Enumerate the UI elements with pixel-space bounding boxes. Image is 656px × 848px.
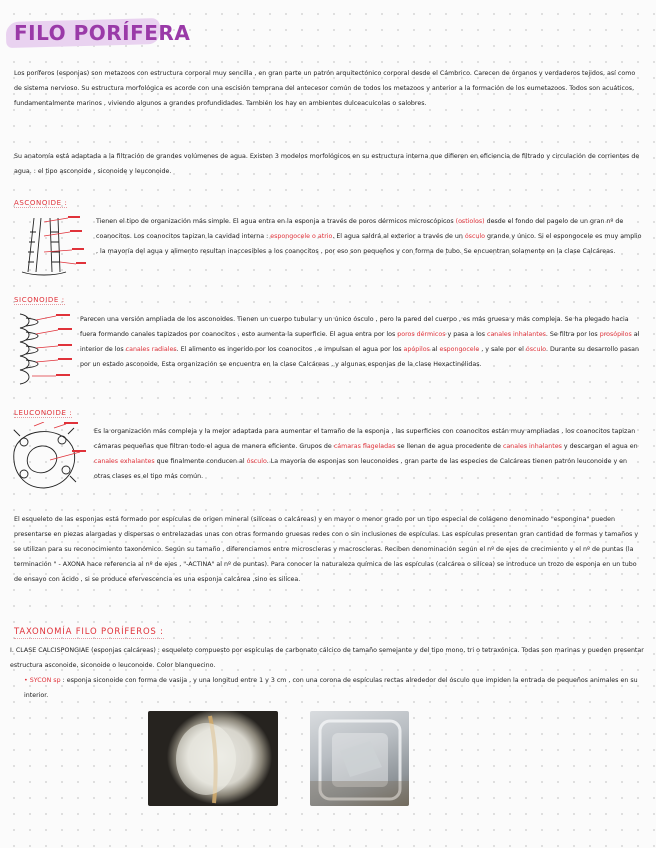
title-block: [6, 18, 190, 48]
leuconoide-label: LEUCONOIDE :: [14, 409, 73, 417]
siconoide-sketch: [12, 310, 78, 386]
taxonomia-heading: TAXONOMÍA FILO PORÍFEROS :: [14, 627, 164, 637]
siconoide-label: SICONOIDE :: [14, 296, 65, 304]
intro-paragraph-2: Su anatomía está adaptada a la filtración de grandes volúmenes de agua. Existen 3 modelos morfológicos en su estructura interna que difieren en eficiencia de filtrado y circulación de corrientes de agua. : el tipo asconoide , siconoide y leuconoide.: [14, 153, 642, 175]
asconoide-sketch: [14, 212, 90, 278]
siconoide-text: Parecen una versión ampliada de los asconoides. Tienen un cuerpo tubular y un único ósculo , pero la pared del cuerpo , es más gruesa y más compleja. Se ha plegado hacia fuera formando canales tapizados por coanocitos , esto aumenta la superficie. El agua entra por los poros dérmicos y pasa a los canales inhalantes. Se filtra por los prosópilos al interior de los canales radiales. El alimento es ingerido por los coanocitos , e impulsan el agua por los apópilos al espongocele , y sale por el ósculo. Durante su desarrollo pasan por un estado asconoide. Esta organización se encuentra en la clase Calcáreas , y algunas esponjas de la clase Hexactinélidas.: [80, 316, 642, 368]
photo-sycon-specimen: [148, 711, 278, 806]
page-title: FILO PORÍFERA: [14, 21, 191, 45]
sponge-jar-detail: [310, 711, 409, 806]
asconoide-text: Tienen el tipo de organización más simple. El agua entra en la esponja a través de poros dérmicos microscópicos (ostiolos) desde el fondo del pagelo de un gran nº de coanocitos. Los coanocitos tapizan la cavidad interna : espongocele o atrio. El agua saldrá al exterior a través de un ósculo grande y único. Si el espongocele es muy amplio , la mayoría del agua y alimento resultan inaccesibles a los coanocitos , por eso son pequeños y con forma de tubo. Se encuentran solamente en la clase Calcáreas.: [96, 218, 644, 255]
taxonomia-class-1: I. CLASE CALCISPONGIAE (esponjas calcáreas) : esqueleto compuesto por espículas de carbonato cálcico de tamaño semejante y del tipo mono, tri o tetraxónica. Todas son marinas y pueden presentar estructura asconoide, siconoide o leuconoide. Color blanquecino.: [10, 647, 646, 669]
intro-paragraph-1: Los poríferos (esponjas) son metazoos con estructura corporal muy sencilla , en gran parte un patrón arquitectónico corporal desde el Cámbrico. Carecen de órganos y verdaderos tejidos, así como de sistema nervioso. Su estructura morfológica es acorde con una escisión temprana del antecesor común de todos los metazoos y anterior a la formación de los eumetazoos. Todos son acuáticos, fundamentalmente marinos , viviendo algunos a grandes profundidades. También los hay en ambientes dulceacuícolas o salobres.: [14, 70, 638, 107]
leuconoide-sketch: [10, 422, 90, 492]
taxonomia-sycon-item: • SYCON sp : esponja siconoide con forma de vasija , y una longitud entre 1 y 3 cm , con una corona de espículas rectas alrededor del ósculo que impiden la entrada de pequeños animales en su interior.: [24, 677, 640, 699]
asconoide-label: ASCONOIDE :: [14, 199, 68, 207]
leuconoide-text: Es la organización más compleja y la mejor adaptada para aumentar el tamaño de la esponja , las superficies con coanocitos están muy ampliadas , los coanocitos tapizan cámaras pequeñas que filtran todo el agua de manera eficiente. Grupos de cámaras flageladas se llenan de agua procedente de canales inhalantes y descargan el agua en canales exhalantes que finalmente conducen al ósculo. La mayoría de esponjas son leuconoides , gran parte de las especies de Calcáreas tienen patrón leuconoide y en otras clases es el tipo más común.: [94, 428, 640, 480]
esqueleto-paragraph: El esqueleto de las esponjas está formado por espículas de origen mineral (silíceas o calcáreas) y en mayor o menor grado por un tipo especial de colágeno denominado "espongina" pueden presentarse en piezas alargadas y dispersas o entrelazadas unas con otras formando gruesas redes con o sin inclusiones de espículas. Las espículas presentan gran cantidad de formas y tamaños y se utilizan para su reconocimiento taxonómico. Según su tamaño , diferenciamos entre microscleras y macroscleras. Reciben denominación según el nº de ejes de crecimiento y el nº de puntas (la terminación " - AXONA hace referencia al nº de ejes , "-ACTINA" al nº de puntas). Para conocer la naturaleza química de las espículas (calcárea o silícea) se introduce un trozo de esponja en un tubo de ensayo con ácido , si se produce efervescencia es una esponja calcárea ,sino es silícea.: [14, 516, 641, 583]
sycon-specimen-detail: [148, 711, 278, 806]
bullet-marker: •: [24, 677, 28, 684]
photo-sponge-jar: [310, 711, 409, 806]
